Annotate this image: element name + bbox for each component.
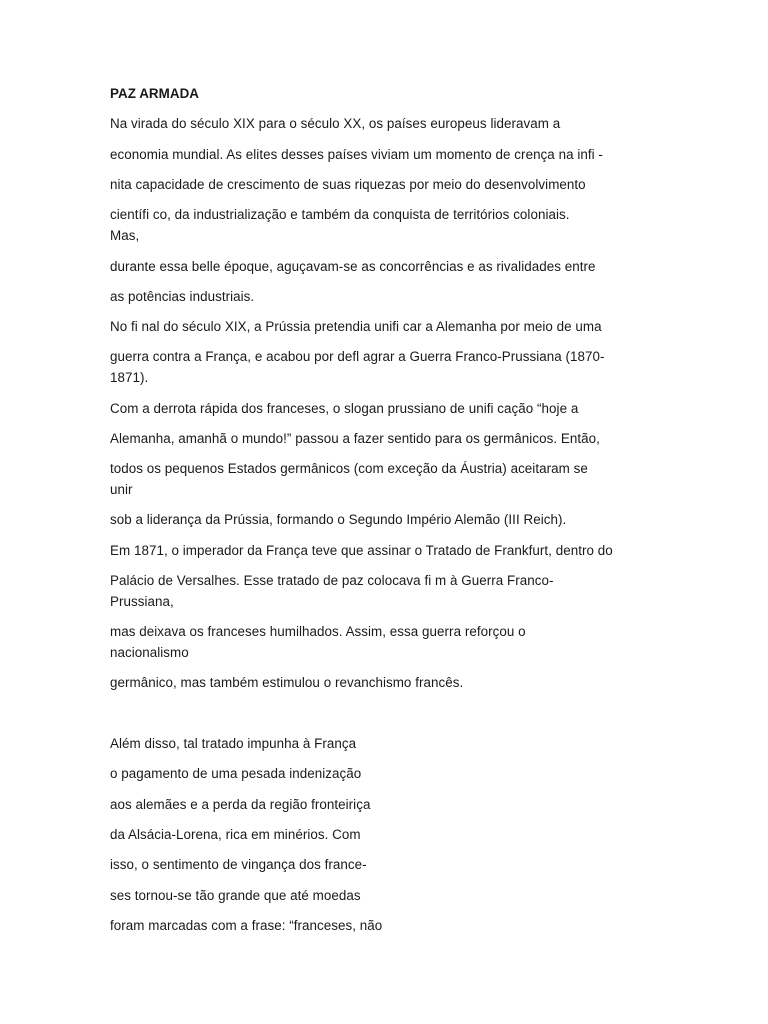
text-line: Com a derrota rápida dos franceses, o slogan prussiano de unifi cação “hoje a [110,401,579,416]
text-line: 1871). [110,370,149,385]
text-line: Palácio de Versalhes. Esse tratado de paz colocava fi m à Guerra Franco- [110,573,554,588]
text-line: sob a liderança da Prússia, formando o Segundo Império Alemão (III Reich). [110,512,567,527]
text-line: Em 1871, o imperador da França teve que assinar o Tratado de Frankfurt, dentro do [110,543,613,558]
text-line: foram marcadas com a frase: “franceses, não [110,918,383,933]
text-line: Mas, [110,228,140,243]
text-line: todos os pequenos Estados germânicos (com exceção da Áustria) aceitaram se [110,461,588,476]
text-line: nita capacidade de crescimento de suas riquezas por meio do desenvolvimento [110,177,586,192]
text-line: Além disso, tal tratado impunha à França [110,736,357,751]
text-line: durante essa belle époque, aguçavam-se as concorrências e as rivalidades entre [110,259,596,274]
text-line: unir [110,482,133,497]
text-line: Alemanha, amanhã o mundo!” passou a fazer sentido para os germânicos. Então, [110,431,600,446]
text-line: guerra contra a França, e acabou por defl agrar a Guerra Franco-Prussiana (1870- [110,349,605,364]
text-line: da Alsácia-Lorena, rica em minérios. Com [110,827,361,842]
text-line: germânico, mas também estimulou o revanchismo francês. [110,675,464,690]
text-line: economia mundial. As elites desses países viviam um momento de crença na infi - [110,147,603,162]
text-line: isso, o sentimento de vingança dos france- [110,857,367,872]
text-line: o pagamento de uma pesada indenização [110,766,362,781]
text-line: mas deixava os franceses humilhados. Assim, essa guerra reforçou o [110,624,526,639]
text-line: Na virada do século XIX para o século XX, os países europeus lideravam a [110,116,561,131]
text-line: No fi nal do século XIX, a Prússia pretendia unifi car a Alemanha por meio de uma [110,319,602,334]
text-line: as potências industriais. [110,289,255,304]
text-line: Prussiana, [110,594,174,609]
text-line: nacionalismo [110,645,189,660]
text-line: aos alemães e a perda da região fronteiriça [110,797,371,812]
text-line: ses tornou-se tão grande que até moedas [110,888,361,903]
text-line: científi co, da industrialização e também da conquista de territórios coloniais. [110,207,570,222]
document-title: PAZ ARMADA [110,86,200,101]
